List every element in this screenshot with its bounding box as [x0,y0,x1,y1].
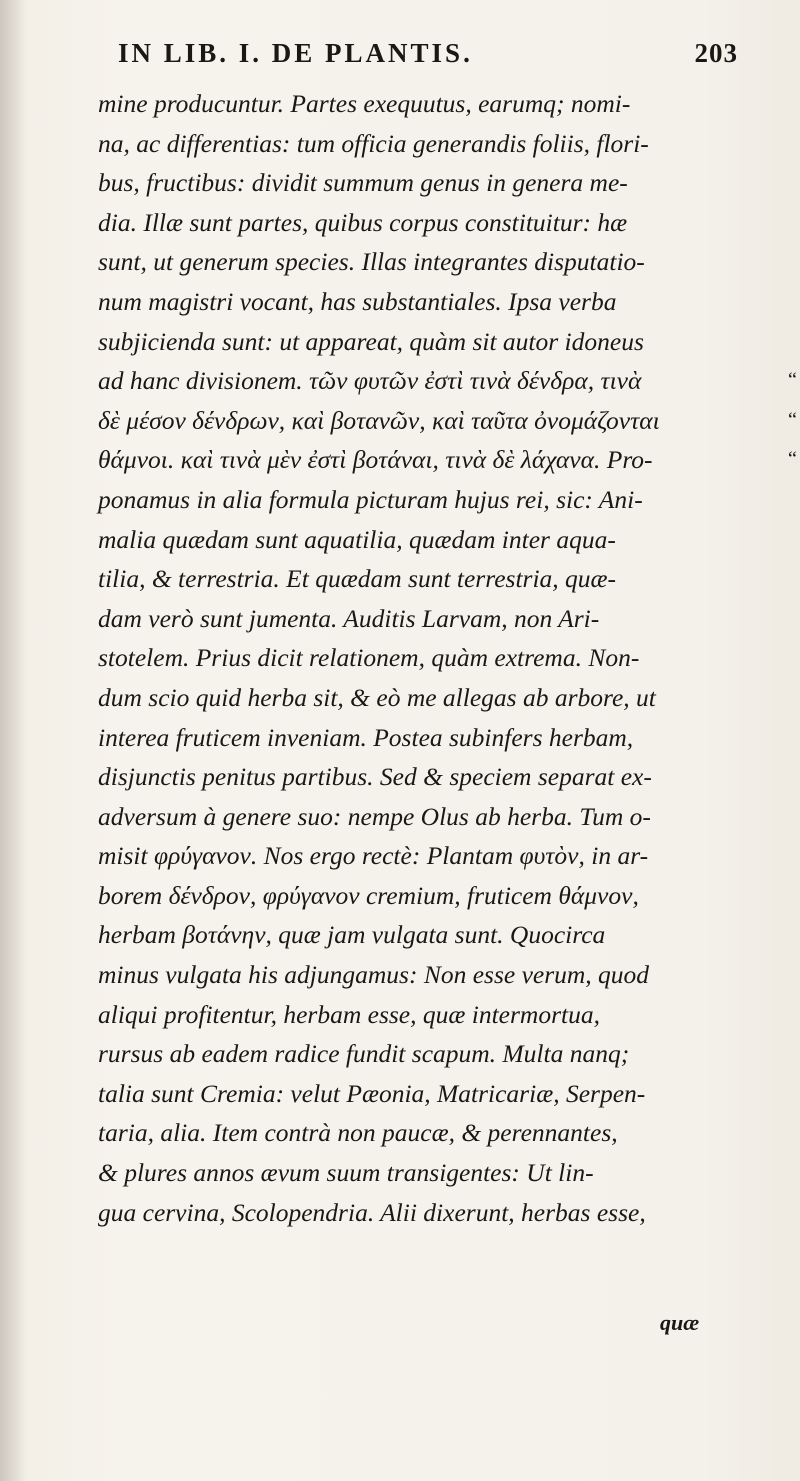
gutter-shadow [0,0,26,1481]
text-line-content: & plures annos ævum suum transigentes: Ut lin- [98,1158,594,1188]
text-line-content: ad hanc divisionem. τῶν φυτῶν ἐστὶ τινὰ δένδρα, τινὰ [98,366,642,396]
margin-quote-mark: “ [788,408,797,431]
text-line [98,995,788,1035]
text-line-content: disjunctis penitus partibus. Sed & speciem separat ex- [98,762,652,792]
text-line [98,124,788,164]
text-line-content: na, ac differentias: tum officia generandis foliis, flori- [98,128,649,158]
text-line [98,440,797,480]
margin-quote-mark: “ [788,369,797,392]
text-line [98,599,788,639]
text-line-content: mine producuntur. Partes exequutus, earumq; nomi- [98,89,631,118]
text-line-content: dum scio quid herba sit, & eò me allegas ab arbore, ut [98,682,656,712]
text-line-content: malia quædam sunt aquatilia, quædam inter aqua- [98,524,616,554]
text-line [98,282,788,322]
running-title: IN LIB. I. DE PLANTIS. [118,38,473,68]
text-line [98,915,788,955]
text-line [98,876,788,916]
text-line [98,163,788,203]
text-line [98,84,788,124]
text-line-content: dam verò sunt jumenta. Auditis Larvam, non Ari- [98,603,600,633]
text-line-content: num magistri vocant, has substantiales. Ipsa verba [98,286,617,316]
text-block [98,84,797,1232]
text-line-content: tilia, & terrestria. Et quædam sunt terrestria, quæ- [98,564,617,594]
text-line-content: adversum à genere suo: nempe Olus ab herba. Tum o- [98,801,651,831]
text-line [98,401,797,441]
text-line-content: borem δένδρον, φρύγανον cremium, fruticem θάμνον, [98,880,639,910]
text-line [98,322,788,362]
text-line [98,678,788,718]
text-line [98,1113,788,1153]
text-line-content: ponamus in alia formula picturam hujus rei, sic: Ani- [98,484,643,514]
text-line [98,797,788,837]
text-line-content: misit φρύγανον. Nos ergo rectè: Plantam φυτὸν, in ar- [98,841,649,871]
text-line [98,836,788,876]
text-line-content: rursus ab eadem radice fundit scapum. Multa nanq; [98,1039,630,1069]
text-line [98,757,788,797]
text-line [98,718,788,758]
text-line-content: herbam βοτάνην, quæ jam vulgata sunt. Quocirca [98,920,606,950]
text-line-content: subjicienda sunt: ut appareat, quàm sit autor idoneus [98,326,644,356]
text-line-content: taria, alia. Item contrà non paucæ, & perennantes, [98,1118,618,1148]
running-header [118,38,738,78]
text-line-content: dia. Illæ sunt partes, quibus corpus constituitur: hæ [98,207,628,237]
catchword: quæ [660,1310,700,1335]
text-line-content: talia sunt Cremia: velut Pæonia, Matricariæ, Serpen- [98,1078,646,1108]
text-line [98,361,797,401]
text-line-content: δὲ μέσον δένδρων, καὶ βοτανῶν, καὶ ταῦτα ὀνομάζονται [98,405,660,435]
text-line [98,242,788,282]
text-line [98,1153,788,1193]
text-line-content: θάμνοι. καὶ τινὰ μὲν ἐστὶ βοτάναι, τινὰ δὲ λάχανα. Pro- [98,445,653,475]
text-line-content: sunt, ut generum species. Illas integrantes disputatio- [98,247,645,277]
text-line [98,520,788,560]
text-line-content: bus, fructibus: dividit summum genus in genera me- [98,168,628,198]
text-line-content: aliqui profitentur, herbam esse, quæ intermortua, [98,999,600,1029]
text-line-content: interea fruticem inveniam. Postea subinfers herbam, [98,722,634,752]
text-line-content: gua cervina, Scolopendria. Alii dixerunt, herbas esse, [98,1197,646,1227]
text-line [98,955,788,995]
text-line-content: stotelem. Prius dicit relationem, quàm extrema. Non- [98,643,640,673]
text-line [98,203,788,243]
text-line [98,1034,788,1074]
text-line [98,1193,788,1233]
margin-quote-mark: “ [788,448,797,471]
text-line [98,480,788,520]
text-line-content: minus vulgata his adjungamus: Non esse verum, quod [98,960,650,990]
page-number: 203 [694,38,738,68]
text-line [98,559,788,599]
text-line [98,1074,788,1114]
text-line [98,638,788,678]
